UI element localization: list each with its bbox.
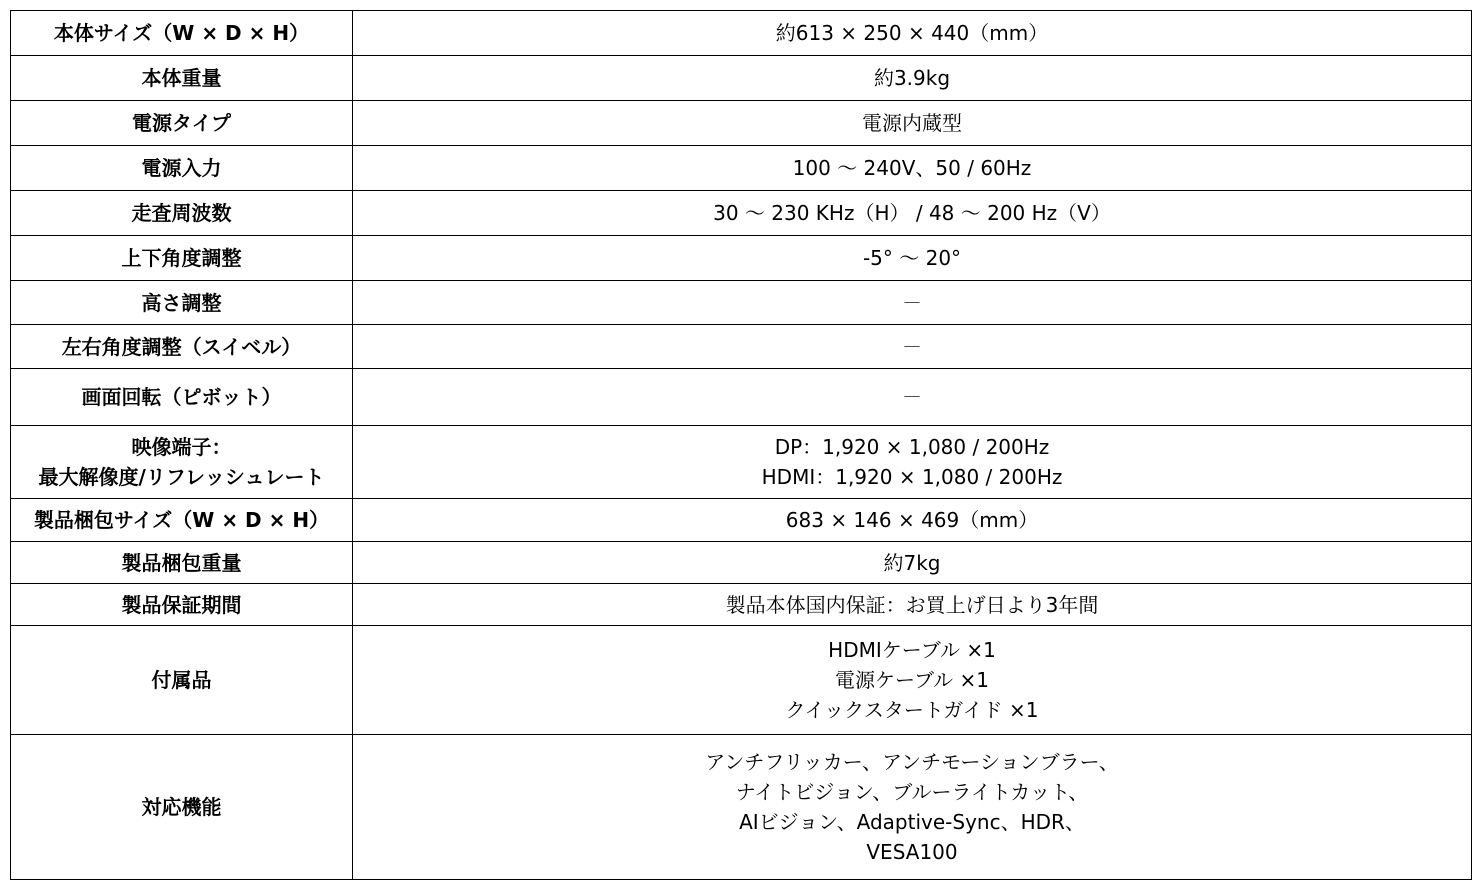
- table-row: [11, 325, 1472, 369]
- table-row: [11, 426, 1472, 499]
- spec-value-line: クイックスタートガイド ×1: [785, 698, 1039, 722]
- spec-value: [353, 735, 1472, 880]
- spec-label-line: 最大解像度/リフレッシュレート: [38, 465, 325, 489]
- spec-label-line: 高さ調整: [141, 290, 222, 315]
- table-row: [11, 626, 1472, 735]
- spec-value-line: AIビジョン、Adaptive-Sync、HDR、: [739, 810, 1085, 834]
- spec-table-body: [11, 11, 1472, 880]
- spec-value-line: 約613 × 250 × 440（mm）: [775, 21, 1049, 45]
- spec-value: [353, 584, 1472, 626]
- spec-label-line: 映像端子：: [131, 435, 232, 459]
- spec-label-line: 上下角度調整: [121, 246, 242, 270]
- spec-label-line: 製品梱包重量: [121, 550, 242, 575]
- spec-label: [11, 101, 353, 146]
- spec-value-line: 100 ～ 240V、50 / 60Hz: [792, 156, 1032, 180]
- spec-label-line: 左右角度調整（スイベル）: [61, 334, 302, 359]
- spec-value: [353, 101, 1472, 146]
- spec-value-line: 30 ～ 230 KHz（H） / 48 ～ 200 Hz（V）: [713, 201, 1111, 225]
- spec-value-line: －: [902, 334, 922, 359]
- spec-value-line: 約7kg: [883, 550, 941, 575]
- spec-table: [10, 10, 1472, 880]
- spec-label-line: 電源入力: [141, 156, 222, 180]
- spec-label: [11, 499, 353, 542]
- spec-value: [353, 542, 1472, 584]
- spec-label-line: 製品梱包サイズ（W × D × H）: [33, 508, 330, 532]
- spec-value: [353, 56, 1472, 101]
- spec-label: [11, 146, 353, 191]
- table-row: [11, 281, 1472, 325]
- spec-label: [11, 236, 353, 281]
- spec-value-line: －: [902, 385, 922, 409]
- spec-label-line: 対応機能: [141, 795, 222, 819]
- spec-value: [353, 499, 1472, 542]
- spec-value-line: ナイトビジョン、ブルーライトカット、: [735, 780, 1089, 804]
- table-row: [11, 56, 1472, 101]
- spec-label-line: 製品保証期間: [121, 592, 242, 617]
- spec-value-line: 電源ケーブル ×1: [834, 668, 990, 692]
- spec-value: [353, 426, 1472, 499]
- spec-value-line: 製品本体国内保証：お買上げ日より3年間: [725, 592, 1099, 617]
- spec-value-line: HDMIケーブル ×1: [828, 638, 996, 662]
- spec-value-line: 約3.9kg: [873, 66, 951, 90]
- spec-label: [11, 281, 353, 325]
- spec-label: [11, 369, 353, 426]
- spec-value: [353, 191, 1472, 236]
- table-row: [11, 542, 1472, 584]
- spec-label: [11, 735, 353, 880]
- spec-value-line: 電源内蔵型: [862, 111, 962, 135]
- spec-label: [11, 325, 353, 369]
- table-row: [11, 146, 1472, 191]
- table-row: [11, 499, 1472, 542]
- table-row: [11, 735, 1472, 880]
- spec-label-line: 画面回転（ピボット）: [81, 385, 282, 409]
- spec-value-line: アンチフリッカー、アンチモーションブラー、: [705, 750, 1119, 774]
- spec-value: [353, 281, 1472, 325]
- table-row: [11, 584, 1472, 626]
- spec-value: [353, 146, 1472, 191]
- spec-label: [11, 191, 353, 236]
- spec-label: [11, 11, 353, 56]
- spec-label-line: 電源タイプ: [132, 111, 231, 135]
- spec-label-line: 本体重量: [141, 66, 222, 90]
- spec-value-line: －: [902, 290, 922, 315]
- spec-label: [11, 426, 353, 499]
- spec-label: [11, 626, 353, 735]
- table-row: [11, 236, 1472, 281]
- spec-label-line: 本体サイズ（W × D × H）: [53, 21, 310, 45]
- table-row: [11, 101, 1472, 146]
- spec-value-line: VESA100: [866, 840, 958, 864]
- spec-value-line: 683 × 146 × 469（mm）: [785, 508, 1039, 532]
- spec-label-line: 付属品: [151, 668, 212, 692]
- spec-label: [11, 56, 353, 101]
- spec-value-line: HDMI：1,920 × 1,080 / 200Hz: [761, 465, 1063, 489]
- spec-label: [11, 584, 353, 626]
- spec-label-line: 走査周波数: [131, 201, 232, 225]
- spec-value-line: DP：1,920 × 1,080 / 200Hz: [774, 435, 1050, 459]
- spec-value: [353, 11, 1472, 56]
- spec-value: [353, 626, 1472, 735]
- table-row: [11, 369, 1472, 426]
- spec-value: [353, 369, 1472, 426]
- spec-value: [353, 236, 1472, 281]
- spec-value: [353, 325, 1472, 369]
- table-row: [11, 11, 1472, 56]
- spec-value-line: -5° ～ 20°: [862, 246, 962, 270]
- spec-label: [11, 542, 353, 584]
- table-row: [11, 191, 1472, 236]
